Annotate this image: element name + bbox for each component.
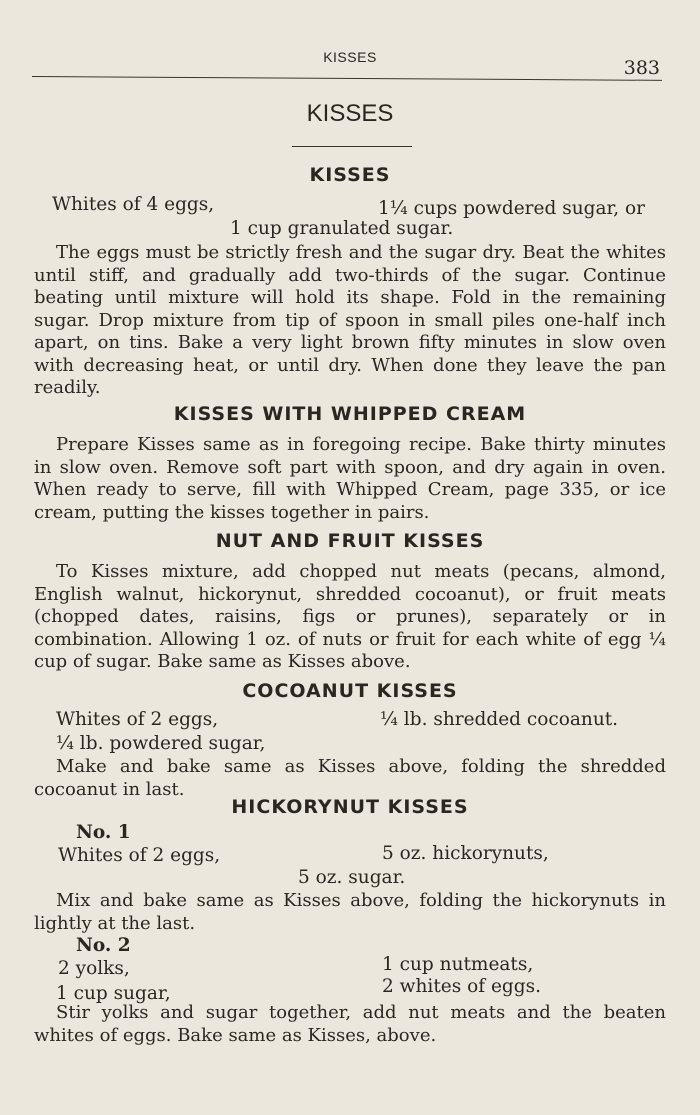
ingredient: 1¼ cups powdered sugar, or — [378, 198, 646, 219]
recipe-instructions: The eggs must be strictly fresh and the sugar dry. Beat the whites until stiff, and gradually add two-thirds of the sugar. Continue beating until mixture will hold its shape. Fold in the remaining sugar. Drop mixture from tip of spoon in small piles one-half inch apart, on tins. Bake a very light brown fifty minutes in slow oven with decreasing heat, or until dry. When done they leave the pan readily. — [34, 242, 666, 398]
ingredient: 5 oz. hickorynuts, — [382, 843, 549, 864]
ingredient: 5 oz. sugar. — [298, 867, 406, 888]
page-number: 383 — [623, 57, 660, 79]
recipe-heading-cocoanut: COCOANUT KISSES — [242, 680, 458, 702]
ingredient: 2 whites of eggs. — [382, 976, 541, 997]
variant-label: No. 2 — [76, 935, 131, 956]
recipe-heading-kisses: KISSES — [309, 164, 391, 186]
recipe-instructions: Make and bake same as Kisses above, folding the shredded cocoanut in last. — [34, 756, 666, 800]
recipe-heading-nut-fruit: NUT AND FRUIT KISSES — [215, 530, 485, 552]
recipe-instructions: Mix and bake same as Kisses above, folding the hickorynuts in lightly at the last. — [34, 890, 666, 934]
ingredient: 1 cup sugar, — [56, 983, 171, 1004]
recipe-instructions: To Kisses mixture, add chopped nut meats (pecans, almond, English walnut, hickorynut, shredded cocoanut), or fruit meats (chopped dates, raisins, figs or prunes), separately or in combination. Allowing 1 oz. of nuts or fruit for each white of egg ¼ cup of sugar. Bake same as Kisses above. — [34, 561, 666, 672]
variant-label: No. 1 — [76, 822, 131, 843]
ingredient: ¼ lb. shredded cocoanut. — [380, 709, 619, 730]
recipe-heading-whipped-cream: KISSES WITH WHIPPED CREAM — [173, 403, 527, 425]
ingredient: ¼ lb. powdered sugar, — [56, 733, 266, 754]
ingredient: Whites of 4 eggs, — [52, 194, 215, 215]
ingredient: 2 yolks, — [58, 958, 130, 979]
ingredient: 1 cup granulated sugar. — [230, 218, 454, 239]
ingredient: 1 cup nutmeats, — [382, 954, 534, 975]
ingredient: Whites of 2 eggs, — [56, 709, 219, 730]
running-head: KISSES — [323, 49, 377, 65]
chapter-title: KISSES — [306, 100, 394, 127]
ingredient: Whites of 2 eggs, — [58, 845, 221, 866]
chapter-rule — [292, 146, 412, 147]
recipe-heading-hickorynut: HICKORYNUT KISSES — [231, 796, 469, 818]
header-rule — [32, 76, 662, 81]
recipe-instructions: Prepare Kisses same as in foregoing recipe. Bake thirty minutes in slow oven. Remove soft part with spoon, and dry again in oven. When ready to serve, fill with Whipped Cream, page 335, or ice cream, putting the kisses together in pairs. — [34, 434, 666, 523]
recipe-instructions: Stir yolks and sugar together, add nut meats and the beaten whites of eggs. Bake same as Kisses, above. — [34, 1002, 666, 1046]
